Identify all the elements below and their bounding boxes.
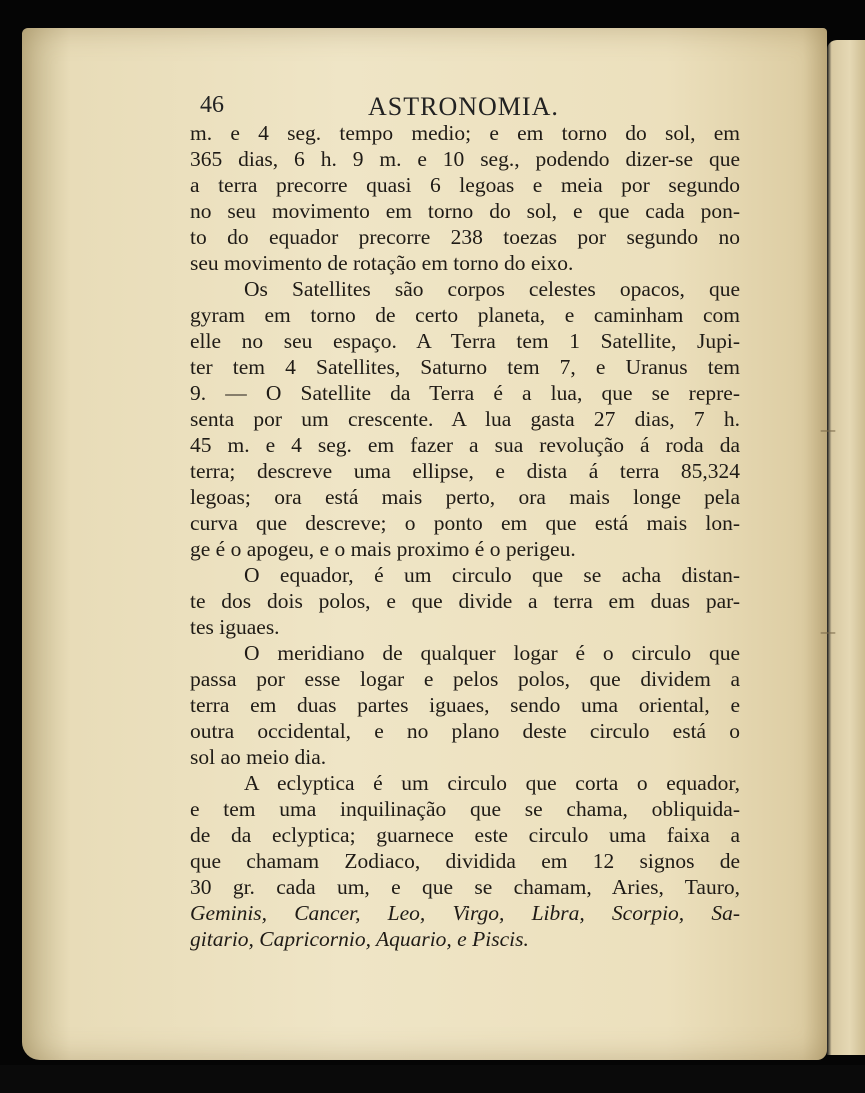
text-line: seu movimento de rotação em torno do eixo. [190, 251, 574, 275]
text-line: te dos dois polos, e que divide a terra em duas par- [190, 589, 740, 613]
text-line-zodiac: Geminis, Cancer, Leo, Virgo, Libra, Scorpio, Sa- [190, 901, 740, 925]
text-line: de da eclyptica; guarnece este circulo uma faixa a [190, 823, 740, 847]
text-line: ter tem 4 Satellites, Saturno tem 7, e Uranus tem [190, 355, 740, 379]
paragraph-start-line: O equador, é um circulo que se acha distan- [244, 563, 740, 587]
text-line: m. e 4 seg. tempo medio; e em torno do sol, em [190, 121, 740, 145]
text-line: terra; descreve uma ellipse, e dista á terra 85,324 [190, 459, 740, 483]
text-line: 365 dias, 6 h. 9 m. e 10 seg., podendo dizer-se que [190, 147, 740, 171]
text-line: legoas; ora está mais perto, ora mais longe pela [190, 485, 740, 509]
text-line: curva que descreve; o ponto em que está mais lon- [190, 511, 740, 535]
paragraph-start-line: O meridiano de qualquer logar é o circulo que [244, 641, 740, 665]
text-line: tes iguaes. [190, 615, 280, 639]
text-line: outra occidental, e no plano deste circulo está o [190, 719, 740, 743]
text-line-apogeu: ge é o apogeu, e o mais proximo é o perigeu. [190, 537, 576, 561]
next-page-edge [827, 40, 865, 1055]
text-line: elle no seu espaço. A Terra tem 1 Satellite, Jupi- [190, 329, 740, 353]
paragraph-start-line: A eclyptica é um circulo que corta o equador, [244, 771, 740, 795]
text-line: 45 m. e 4 seg. em fazer a sua revolução á roda da [190, 433, 740, 457]
text-line-zodiac: gitario, Capricornio, Aquario, e Piscis. [190, 927, 529, 951]
margin-mark: — [820, 622, 836, 641]
text-line: no seu movimento em torno do sol, e que cada pon- [190, 199, 740, 223]
text-line: passa por esse logar e pelos polos, que dividem a [190, 667, 740, 691]
running-title: ASTRONOMIA. [368, 92, 559, 121]
text-line: to do equador precorre 238 toezas por segundo no [190, 225, 740, 249]
page-number: 46 [200, 92, 224, 118]
text-line: senta por um crescente. A lua gasta 27 dias, 7 h. [190, 407, 740, 431]
text-line: 9. — O Satellite da Terra é a lua, que se repre- [190, 381, 740, 405]
text-line: e tem uma inquilinação que se chama, obliquida- [190, 797, 740, 821]
body-text [190, 120, 740, 952]
margin-mark: — [820, 420, 836, 439]
text-line: 30 gr. cada um, e que se chamam, Aries, Tauro, [190, 875, 740, 899]
text-line: sol ao meio dia. [190, 745, 327, 769]
text-line: gyram em torno de certo planeta, e caminham com [190, 303, 740, 327]
text-line: a terra precorre quasi 6 legoas e meia por segundo [190, 173, 740, 197]
bottom-shadow [0, 1065, 865, 1093]
paragraph-start-line: Os Satellites são corpos celestes opacos, que [244, 277, 740, 301]
text-line: que chamam Zodiaco, dividida em 12 signos de [190, 849, 740, 873]
text-line: terra em duas partes iguaes, sendo uma oriental, e [190, 693, 740, 717]
